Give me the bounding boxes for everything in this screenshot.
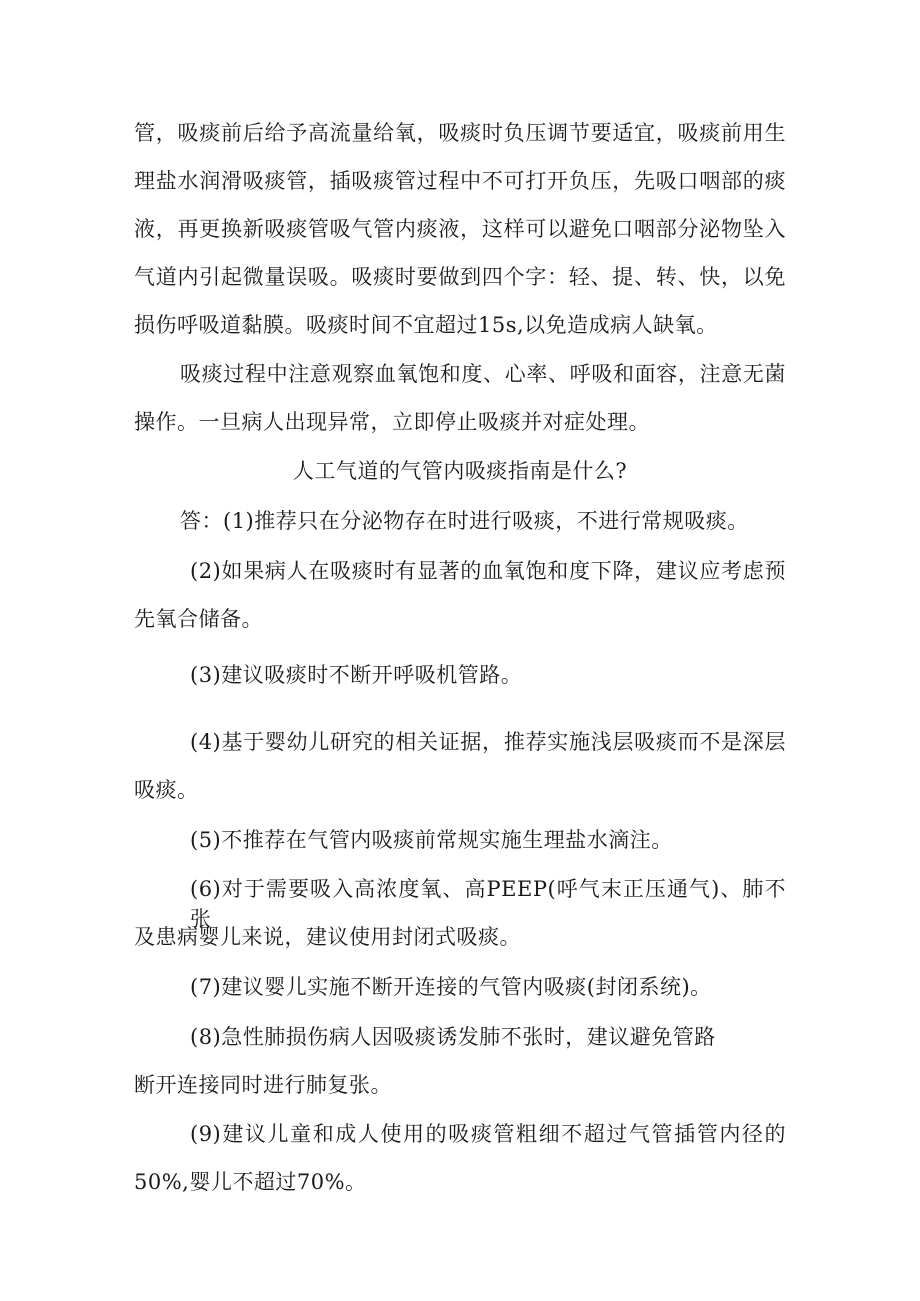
paragraph-1-line-5: 损伤呼吸道黏膜。吸痰时间不宜超过15s,以免造成病人缺氧。 [134, 313, 718, 337]
answer-item-2-line-2: 先氧合储备。 [134, 607, 263, 631]
answer-item-3: (3)建议吸痰时不断开呼吸机管路。 [190, 663, 523, 687]
answer-item-1: 答：(1)推荐只在分泌物存在时进行吸痰，不进行常规吸痰。 [180, 509, 749, 533]
answer-item-9-line-2: 50%,婴儿不超过70%。 [134, 1170, 367, 1194]
answer-item-7: (7)建议婴儿实施不断开连接的气管内吸痰(封闭系统)。 [190, 975, 712, 999]
answer-item-8-line-2: 断开连接同时进行肺复张。 [134, 1073, 392, 1097]
paragraph-1-line-3: 液，再更换新吸痰管吸气管内痰液，这样可以避免口咽部分泌物坠入 [134, 217, 786, 241]
answer-item-5: (5)不推荐在气管内吸痰前常规实施生理盐水滴注。 [190, 828, 673, 852]
paragraph-2-line-2: 操作。一旦病人出现异常，立即停止吸痰并对症处理。 [134, 410, 650, 434]
paragraph-1-line-4: 气道内引起微量误吸。吸痰时要做到四个字：轻、提、转、快，以免 [134, 265, 786, 289]
paragraph-1-line-1: 管，吸痰前后给予高流量给氧，吸痰时负压调节要适宜，吸痰前用生 [134, 121, 786, 145]
answer-item-4-line-1: (4)基于婴幼儿研究的相关证据，推荐实施浅层吸痰而不是深层 [190, 730, 786, 754]
answer-item-4-line-2: 吸痰。 [134, 778, 199, 802]
answer-item-6-line-1: (6)对于需要吸入高浓度氧、高PEEP(呼气末正压通气)、肺不张 [190, 877, 786, 931]
section-heading: 人工气道的气管内吸痰指南是什么? [292, 459, 628, 483]
answer-item-6-line-2: 及患病婴儿来说，建议使用封闭式吸痰。 [134, 925, 521, 949]
paragraph-1-line-2: 理盐水润滑吸痰管，插吸痰管过程中不可打开负压，先吸口咽部的痰 [134, 169, 786, 193]
answer-item-2-line-1: (2)如果病人在吸痰时有显著的血氧饱和度下降，建议应考虑预 [190, 559, 786, 583]
answer-item-8-line-1: (8)急性肺损伤病人因吸痰诱发肺不张时，建议避免管路 [190, 1025, 716, 1049]
answer-item-9-line-1: (9)建议儿童和成人使用的吸痰管粗细不超过气管插管内径的 [190, 1122, 786, 1146]
paragraph-2-line-1: 吸痰过程中注意观察血氧饱和度、心率、呼吸和面容，注意无菌 [180, 362, 786, 386]
